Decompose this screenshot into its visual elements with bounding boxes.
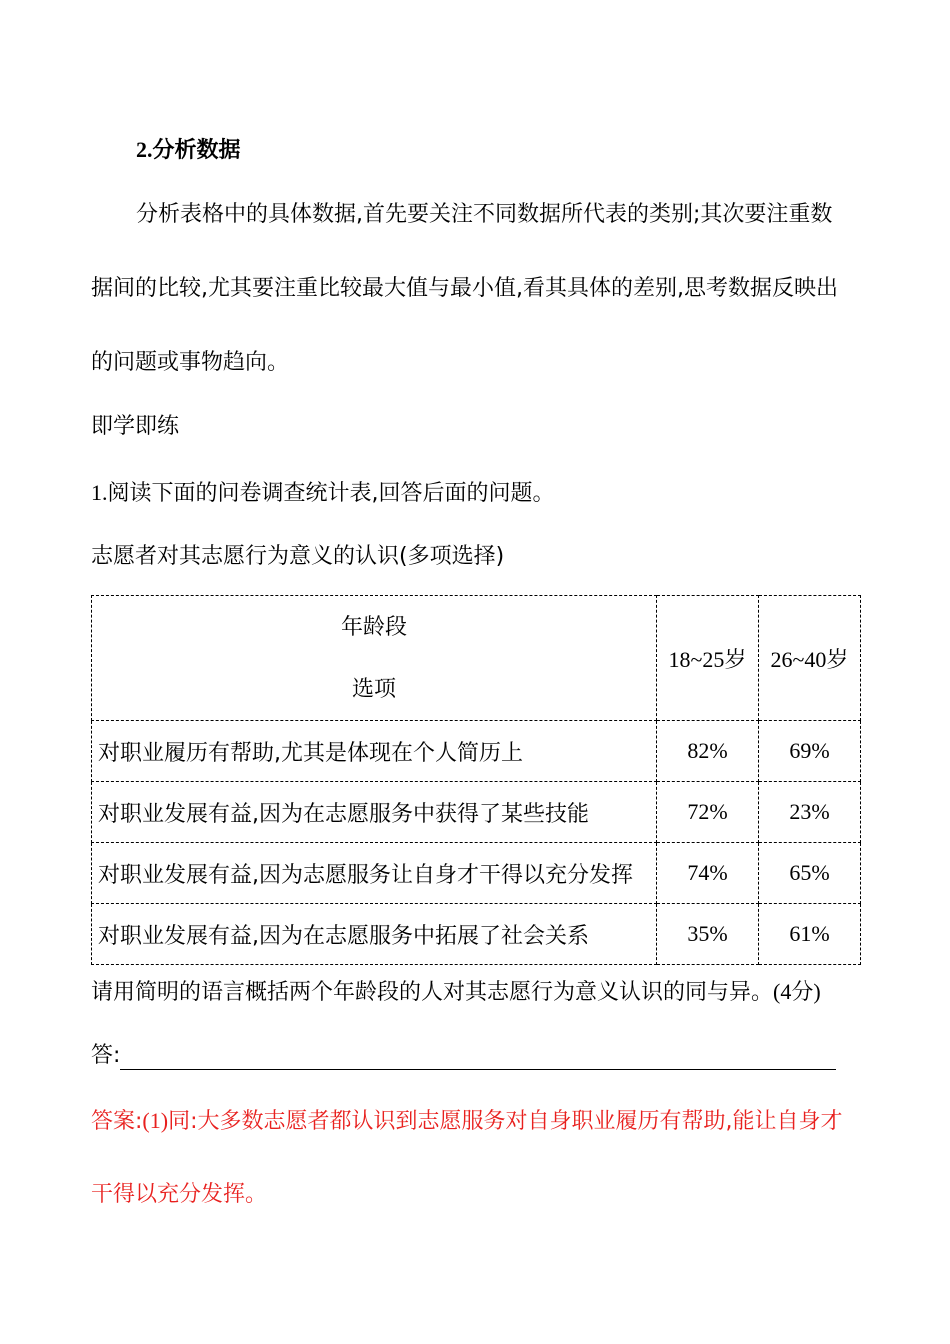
table-row bbox=[92, 904, 861, 965]
table-row bbox=[92, 721, 861, 782]
question-intro-text: 阅读下面的问卷调查统计表,回答后面的问题。 bbox=[107, 481, 555, 506]
row-option: 对职业发展有益,因为志愿服务让自身才干得以充分发挥 bbox=[92, 843, 657, 904]
section-heading bbox=[136, 135, 241, 166]
section-heading-text: 分析数据 bbox=[152, 138, 241, 163]
section-heading-number: 2. bbox=[136, 137, 153, 162]
header-diagonal-cell bbox=[92, 596, 657, 721]
question-number: 1. bbox=[91, 480, 108, 505]
header-col-26-40 bbox=[759, 596, 861, 721]
solution-text-1: 同:大多数志愿者都认识到志愿服务对自身职业履历有帮助,能让自身才 bbox=[168, 1109, 843, 1134]
row-value-26-40: 61% bbox=[759, 904, 861, 965]
header-col-18-25-range: 18~25 bbox=[668, 646, 725, 672]
row-value-18-25: 72% bbox=[657, 782, 759, 843]
answer-label: 答: bbox=[91, 1043, 121, 1068]
row-option: 对职业发展有益,因为在志愿服务中拓展了社会关系 bbox=[92, 904, 657, 965]
paragraph-line-3: 的问题或事物趋向。 bbox=[91, 350, 290, 375]
solution-line-1 bbox=[91, 1106, 843, 1137]
row-value-18-25: 74% bbox=[657, 843, 759, 904]
table-title bbox=[91, 542, 504, 572]
header-col-18-25 bbox=[657, 596, 759, 721]
followup-question-text: 请用简明的语言概括两个年龄段的人对其志愿行为意义认识的同与异。 bbox=[91, 980, 774, 1005]
answer-blank-line[interactable] bbox=[120, 1069, 836, 1070]
header-option-label: 选项 bbox=[351, 677, 396, 702]
followup-question-score: (4分) bbox=[773, 979, 821, 1004]
practice-label: 即学即练 bbox=[91, 414, 180, 439]
solution-label: 答案: bbox=[91, 1109, 143, 1134]
paragraph-line-2: 据间的比较,尤其要注重比较最大值与最小值,看其具体的差别,思考数据反映出 bbox=[91, 276, 838, 301]
row-value-26-40: 69% bbox=[759, 721, 861, 782]
table-title-note: (多项选择) bbox=[399, 544, 505, 569]
solution-line-2: 干得以充分发挥。 bbox=[91, 1182, 268, 1207]
header-col-26-40-range: 26~40 bbox=[770, 646, 827, 672]
table-row bbox=[92, 843, 861, 904]
followup-question bbox=[91, 977, 821, 1008]
table-header-row bbox=[92, 596, 861, 721]
row-option: 对职业发展有益,因为在志愿服务中获得了某些技能 bbox=[92, 782, 657, 843]
row-value-18-25: 35% bbox=[657, 904, 759, 965]
row-value-18-25: 82% bbox=[657, 721, 759, 782]
row-value-26-40: 23% bbox=[759, 782, 861, 843]
header-col-18-25-unit: 岁 bbox=[724, 647, 747, 673]
solution-marker: (1) bbox=[142, 1108, 169, 1133]
header-age-group-label: 年龄段 bbox=[340, 615, 407, 640]
paragraph-line-1: 分析表格中的具体数据,首先要关注不同数据所代表的类别;其次要注重数 bbox=[136, 202, 833, 227]
question-intro bbox=[91, 478, 555, 509]
survey-table bbox=[91, 595, 861, 965]
table-row bbox=[92, 782, 861, 843]
row-option: 对职业履历有帮助,尤其是体现在个人简历上 bbox=[92, 721, 657, 782]
row-value-26-40: 65% bbox=[759, 843, 861, 904]
header-col-26-40-unit: 岁 bbox=[826, 647, 849, 673]
table-title-text: 志愿者对其志愿行为意义的认识 bbox=[91, 544, 400, 569]
